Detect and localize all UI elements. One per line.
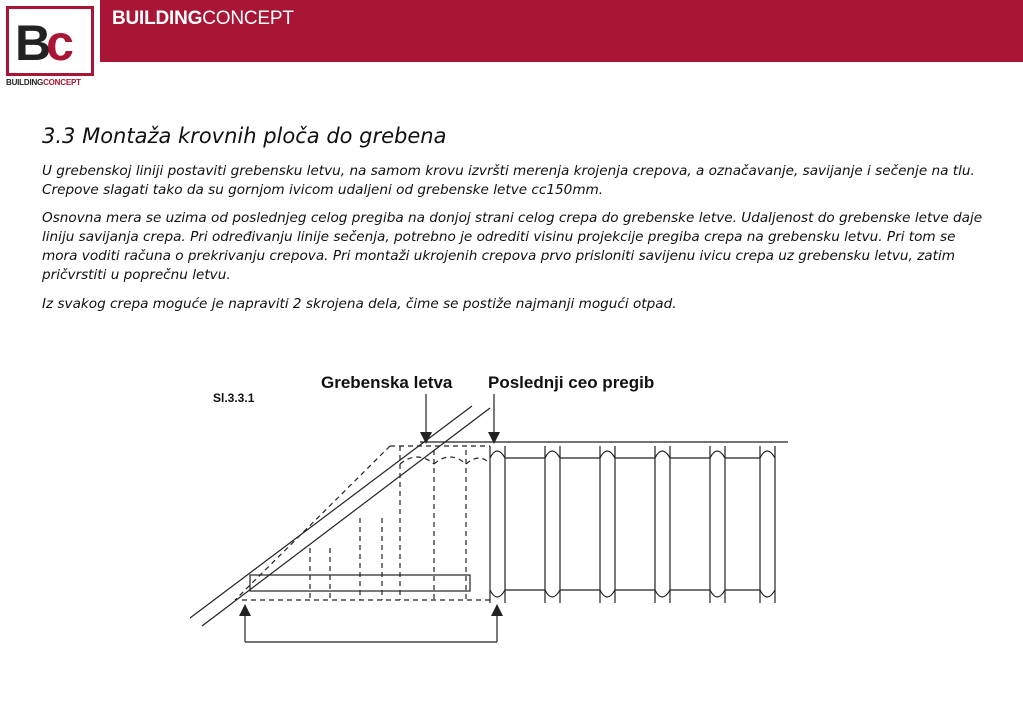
- brand-title-bold: BUILDING: [112, 8, 203, 29]
- logo-caption: [6, 78, 81, 87]
- paragraph-ridge-batten: U grebenskoj liniji postaviti grebensku letvu, na samom krovu izvršti merenja krojenja crepova, a označavanje, savijanje i sečenje na tlu. Crepove slagati tako da su gornjom ivicom udaljeni od grebenske letve cc150mm.: [42, 163, 975, 198]
- logo-letter-c: c: [46, 15, 69, 71]
- label-last-fold: Poslednji ceo pregib: [488, 373, 655, 392]
- logo-caption-red: CONCEPT: [43, 78, 81, 87]
- logo-letter-b: B: [15, 15, 47, 71]
- brand-title: [112, 8, 294, 30]
- paragraph-base-measure: Osnovna mera se uzima od poslednjeg celog pregiba na donjoj strani celog crepa do grebenske letve. Udaljenost do grebenske letve daje liniju savijanja crepa. Pri određivanju linije sečenja, potrebno je odrediti visinu projekcije pregiba crepa na grebensku letvu. Pri tom se mora voditi računa o prekrivanju crepova. Pri montaži ukrojenih crepova prvo prisloniti savijenu ivicu crepa uz grebensku letvu, zatim pričvrstiti u poprečnu letvu.: [42, 210, 983, 283]
- cut-outline: [235, 446, 490, 600]
- roof-panel: [490, 446, 775, 603]
- ridge-batten-edge: [202, 408, 490, 626]
- arrow-head: [491, 604, 503, 616]
- company-logo: [6, 6, 94, 76]
- roof-panel-diagram: [190, 368, 790, 648]
- section-heading: 3.3 Montaža krovnih ploča do grebena: [42, 124, 447, 148]
- logo-caption-bold: BUILDING: [6, 78, 44, 87]
- arrow-head: [239, 604, 251, 616]
- paragraph-waste: Iz svakog crepa moguće je napraviti 2 skrojena dela, čime se postiže najmanji mogući otpad.: [42, 296, 677, 312]
- brand-title-light: CONCEPT: [202, 8, 294, 29]
- logo-letters: [15, 15, 69, 71]
- label-ridge-batten: Grebenska letva: [321, 373, 453, 392]
- figure-id: Sl.3.3.1: [213, 391, 255, 405]
- ridge-batten-edge: [190, 406, 472, 618]
